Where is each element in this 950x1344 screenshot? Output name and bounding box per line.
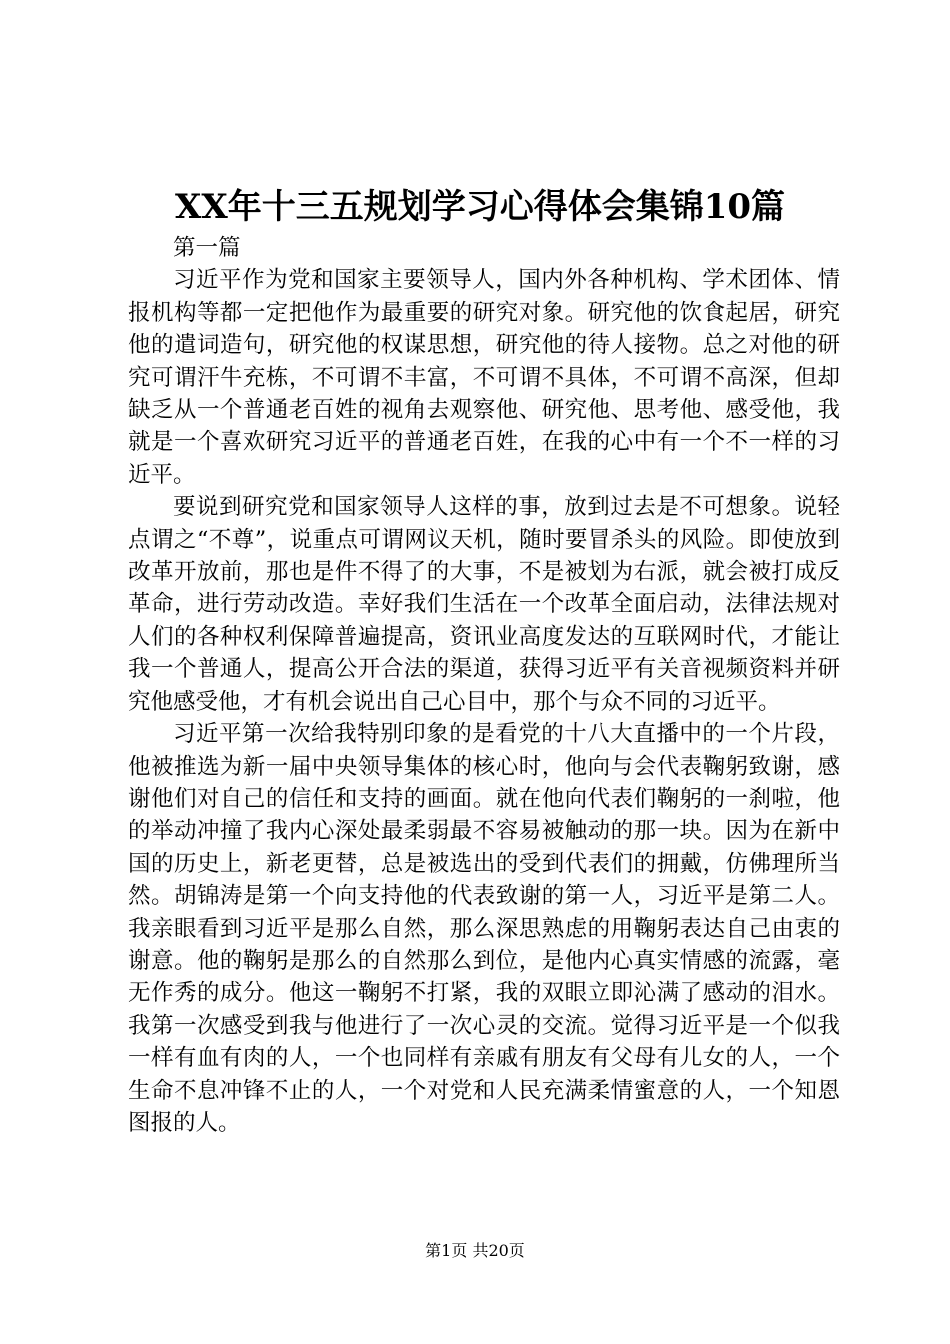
document-title: XX年十三五规划学习心得体会集锦10篇 [174,187,786,227]
page-indicator: 第1页 共20页 [425,1241,525,1260]
section-heading: 第一篇 [173,235,241,261]
page-footer [0,1240,950,1262]
paragraph-3: 习近平第一次给我特别印象的是看党的十八大直播中的一个片段，他被推选为新一届中央领导集体的核心时，他向与会代表鞠躬致谢，感谢他们对自己的信任和支持的画面。就在他向代表们鞠躬的一刹啦，他的举动冲撞了我内心深处最柔弱最不容易被触动的那一块。因为在新中国的历史上，新老更替，总是被选出的受到代表们的拥戴，仿佛理所当然。胡锦涛是第一个向支持他的代表致谢的第一人，习近平是第二人。我亲眼看到习近平是那么自然，那么深思熟虑的用鞠躬表达自己由衷的谢意。他的鞠躬是那么的自然那么到位，是他内心真实情感的流露，毫无作秀的成分。他这一鞠躬不打紧，我的双眼立即沁满了感动的泪水。我第一次感受到我与他进行了一次心灵的交流。觉得习近平是一个似我一样有血有肉的人，一个也同样有亲戚有朋友有父母有儿女的人，一个生命不息冲锋不止的人，一个对党和人民充满柔情蜜意的人，一个知恩图报的人。 [128,721,840,1136]
paragraph-1: 习近平作为党和国家主要领导人，国内外各种机构、学术团体、情报机构等都一定把他作为最重要的研究对象。研究他的饮食起居，研究他的遣词造句，研究他的权谋思想，研究他的待人接物。总之对他的研究可谓汗牛充栋，不可谓不丰富，不可谓不具体，不可谓不高深，但却缺乏从一个普通老百姓的视角去观察他、研究他、思考他、感受他，我就是一个喜欢研究习近平的普通老百姓，在我的心中有一个不一样的习近平。 [128,267,840,488]
document-body [128,232,840,1139]
paragraph-2: 要说到研究党和国家领导人这样的事，放到过去是不可想象。说轻点谓之“不尊”，说重点可谓网议天机，随时要冒杀头的风险。即使放到改革开放前，那也是件不得了的大事，不是被划为右派，就会被打成反革命，进行劳动改造。幸好我们生活在一个改革全面启动，法律法规对人们的各种权利保障普遍提高，资讯业高度发达的互联网时代，才能让我一个普通人，提高公开合法的渠道，获得习近平有关音视频资料并研究他感受他，才有机会说出自己心目中，那个与众不同的习近平。 [128,494,840,715]
